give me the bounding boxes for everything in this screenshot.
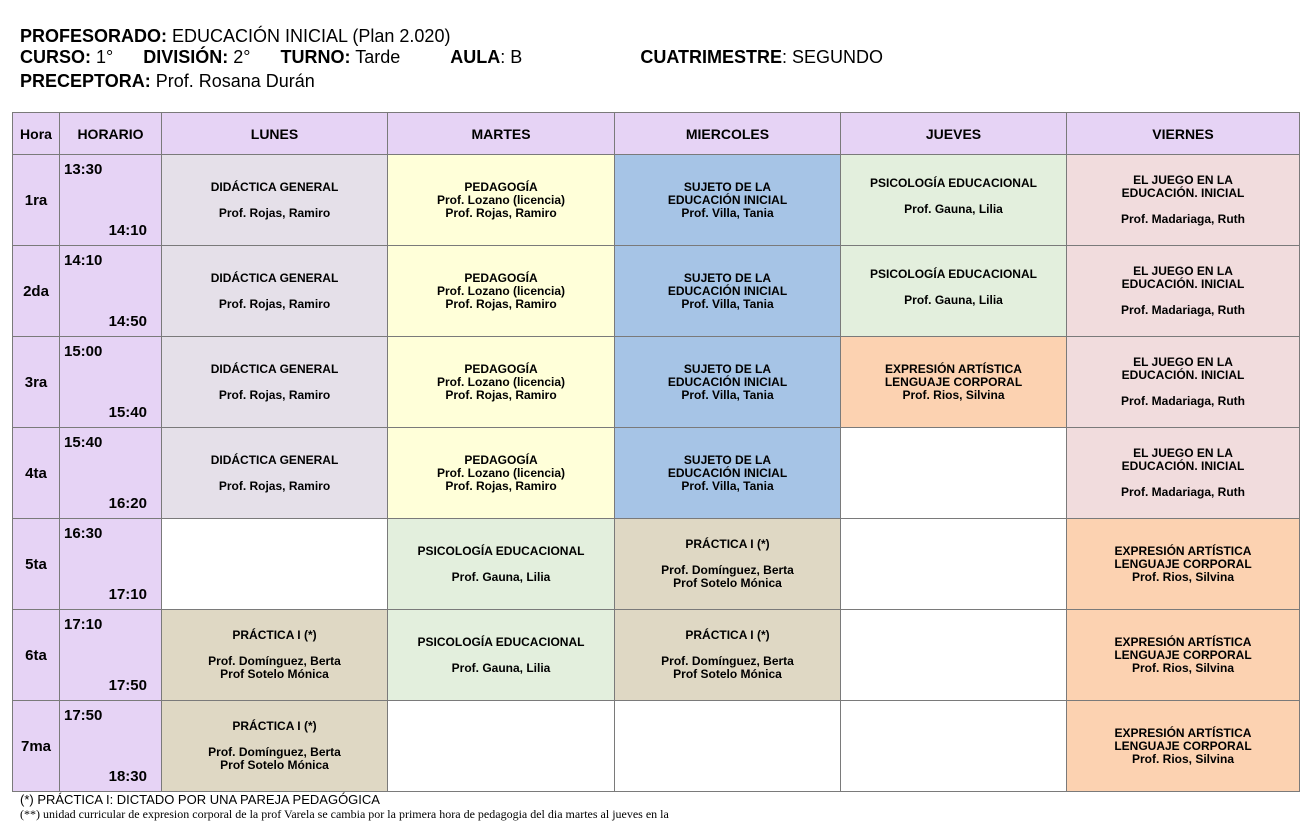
class-cell-didactica xyxy=(162,337,388,428)
horario-cell xyxy=(60,519,162,610)
class-cell-practica xyxy=(615,610,841,701)
col-header-hora: Hora xyxy=(13,113,60,155)
professor: Prof. Rojas, Ramiro xyxy=(218,296,331,311)
subject-title: EL JUEGO EN LA xyxy=(1133,355,1233,369)
class-cell-expresion xyxy=(841,337,1067,428)
class-cell-psicologia xyxy=(841,246,1067,337)
class-cell-practica xyxy=(615,519,841,610)
table-row xyxy=(13,246,1300,337)
subject-title: EXPRESIÓN ARTÍSTICA xyxy=(1114,725,1252,740)
cuatrimestre-value: : SEGUNDO xyxy=(782,47,884,67)
empty-cell xyxy=(841,610,1067,701)
curso-value: 1° xyxy=(96,47,114,67)
subject-title: EDUCACIÓN INICIAL xyxy=(667,283,788,298)
table-row xyxy=(13,519,1300,610)
class-cell-juego xyxy=(1067,337,1300,428)
start-time: 15:40 xyxy=(64,434,103,451)
col-header-lunes: LUNES xyxy=(162,113,388,155)
professor: Prof. Rojas, Ramiro xyxy=(218,205,331,220)
hora-cell: 6ta xyxy=(13,610,60,701)
empty-cell xyxy=(841,428,1067,519)
start-time: 15:00 xyxy=(64,343,103,360)
subject-title: EL JUEGO EN LA xyxy=(1133,446,1233,460)
class-cell-didactica xyxy=(162,428,388,519)
professor: Prof. Rojas, Ramiro xyxy=(218,387,331,402)
horario-cell xyxy=(60,337,162,428)
professor: Prof. Gauna, Lilia xyxy=(904,293,1003,307)
table-row xyxy=(13,155,1300,246)
subject-title: LENGUAJE CORPORAL xyxy=(884,374,1023,389)
subject-title: EL JUEGO EN LA xyxy=(1133,264,1233,278)
hora-cell: 7ma xyxy=(13,701,60,792)
class-cell-juego xyxy=(1067,428,1300,519)
subject-title: EDUCACIÓN INICIAL xyxy=(667,192,788,207)
start-time: 17:10 xyxy=(64,616,103,633)
subject-title: PRÁCTICA I (*) xyxy=(232,719,317,733)
professor: Prof. Madariaga, Ruth xyxy=(1120,394,1245,408)
class-cell-juego xyxy=(1067,155,1300,246)
class-cell-pedagogia xyxy=(388,246,615,337)
subject-title: EDUCACIÓN. INICIAL xyxy=(1121,459,1245,473)
class-cell-sujeto xyxy=(615,246,841,337)
empty-cell xyxy=(388,701,615,792)
professor: Prof. Villa, Tania xyxy=(681,205,774,220)
professor: Prof. Rios, Silvina xyxy=(902,387,1005,402)
subject-title: EXPRESIÓN ARTÍSTICA xyxy=(1114,543,1252,558)
professor: Prof. Lozano (licencia) xyxy=(436,283,565,298)
subject-title: EXPRESIÓN ARTÍSTICA xyxy=(1114,634,1252,649)
subject-title: LENGUAJE CORPORAL xyxy=(1114,647,1252,662)
subject-title: EDUCACIÓN. INICIAL xyxy=(1121,186,1245,200)
footnotes xyxy=(20,792,669,822)
subject-title: LENGUAJE CORPORAL xyxy=(1114,556,1252,571)
subject-title: EDUCACIÓN. INICIAL xyxy=(1121,277,1245,291)
professor: Prof. Rojas, Ramiro xyxy=(445,478,557,493)
subject-title: PEDAGOGÍA xyxy=(464,361,538,376)
subject-title: EXPRESIÓN ARTÍSTICA xyxy=(885,361,1022,376)
professor: Prof. Villa, Tania xyxy=(681,387,774,402)
professor: Prof. Rios, Silvina xyxy=(1131,751,1235,766)
professor: Prof. Rojas, Ramiro xyxy=(218,478,331,493)
class-cell-didactica xyxy=(162,246,388,337)
class-cell-psicologia xyxy=(388,610,615,701)
professor: Prof. Lozano (licencia) xyxy=(436,374,565,389)
horario-cell xyxy=(60,701,162,792)
hora-cell: 5ta xyxy=(13,519,60,610)
class-cell-expresion xyxy=(1067,519,1300,610)
class-cell-practica xyxy=(162,701,388,792)
subject-title: PRÁCTICA I (*) xyxy=(685,628,770,642)
table-row xyxy=(13,337,1300,428)
subject-title: PSICOLOGÍA EDUCACIONAL xyxy=(417,543,585,558)
cuatrimestre-label: CUATRIMESTRE xyxy=(640,47,783,67)
profesorado-label: PROFESORADO: xyxy=(20,26,168,46)
professor: Prof. Lozano (licencia) xyxy=(436,465,565,480)
class-cell-psicologia xyxy=(841,155,1067,246)
professor: Prof. Madariaga, Ruth xyxy=(1120,303,1245,317)
start-time: 13:30 xyxy=(64,161,103,178)
class-cell-juego xyxy=(1067,246,1300,337)
end-time: 15:40 xyxy=(108,404,147,421)
class-cell-pedagogia xyxy=(388,155,615,246)
course-info-line xyxy=(20,47,883,68)
professor: Prof Sotelo Mónica xyxy=(673,667,782,681)
class-cell-pedagogia xyxy=(388,428,615,519)
end-time: 14:10 xyxy=(108,222,147,239)
empty-cell xyxy=(841,701,1067,792)
subject-title: SUJETO DE LA xyxy=(683,270,772,285)
header-row xyxy=(13,113,1300,155)
subject-title: DIDÁCTICA GENERAL xyxy=(210,361,339,376)
professor: Prof. Madariaga, Ruth xyxy=(1120,485,1245,499)
turno-label: TURNO: xyxy=(280,47,351,67)
subject-title: PRÁCTICA I (*) xyxy=(685,537,770,551)
professor: Prof. Lozano (licencia) xyxy=(436,192,565,207)
class-cell-didactica xyxy=(162,155,388,246)
col-header-jueves: JUEVES xyxy=(841,113,1067,155)
professor: Prof. Madariaga, Ruth xyxy=(1120,212,1245,226)
subject-title: DIDÁCTICA GENERAL xyxy=(210,179,339,194)
subject-title: LENGUAJE CORPORAL xyxy=(1114,738,1252,753)
subject-title: SUJETO DE LA xyxy=(683,452,772,467)
subject-title: PSICOLOGÍA EDUCACIONAL xyxy=(870,176,1037,190)
empty-cell xyxy=(841,519,1067,610)
horario-cell xyxy=(60,428,162,519)
col-header-martes: MARTES xyxy=(388,113,615,155)
subject-title: SUJETO DE LA xyxy=(683,361,772,376)
subject-title: PEDAGOGÍA xyxy=(464,179,538,194)
end-time: 18:30 xyxy=(108,768,147,785)
end-time: 17:50 xyxy=(108,677,147,694)
class-cell-practica xyxy=(162,610,388,701)
schedule-header xyxy=(20,26,883,92)
start-time: 16:30 xyxy=(64,525,103,542)
end-time: 14:50 xyxy=(108,313,147,330)
professor: Prof. Domínguez, Berta xyxy=(661,654,794,668)
professor: Prof. Gauna, Lilia xyxy=(451,660,551,675)
professor: Prof. Domínguez, Berta xyxy=(661,563,794,577)
schedule-table xyxy=(12,112,1300,792)
subject-title: EDUCACIÓN INICIAL xyxy=(667,374,788,389)
preceptora-label: PRECEPTORA: xyxy=(20,71,151,91)
subject-title: PEDAGOGÍA xyxy=(464,270,538,285)
professor: Prof. Rojas, Ramiro xyxy=(445,296,557,311)
professor: Prof. Villa, Tania xyxy=(681,296,774,311)
class-cell-sujeto xyxy=(615,337,841,428)
end-time: 16:20 xyxy=(108,495,147,512)
horario-cell xyxy=(60,246,162,337)
subject-title: EL JUEGO EN LA xyxy=(1133,173,1233,187)
aula-value: : B xyxy=(500,47,523,67)
subject-title: PRÁCTICA I (*) xyxy=(232,628,317,642)
subject-title: PEDAGOGÍA xyxy=(464,452,538,467)
class-cell-pedagogia xyxy=(388,337,615,428)
horario-cell xyxy=(60,610,162,701)
professor: Prof. Gauna, Lilia xyxy=(451,569,551,584)
professor: Prof. Rios, Silvina xyxy=(1131,569,1235,584)
empty-cell xyxy=(615,701,841,792)
subject-title: DIDÁCTICA GENERAL xyxy=(210,452,339,467)
start-time: 14:10 xyxy=(64,252,103,269)
class-cell-sujeto xyxy=(615,155,841,246)
division-label: DIVISIÓN: xyxy=(143,47,229,67)
col-header-viernes: VIERNES xyxy=(1067,113,1300,155)
subject-title: PSICOLOGÍA EDUCACIONAL xyxy=(870,267,1037,281)
aula-label: AULA xyxy=(450,47,501,67)
division-value: 2° xyxy=(233,47,251,67)
table-row xyxy=(13,610,1300,701)
professor: Prof. Rios, Silvina xyxy=(1131,660,1235,675)
professor: Prof Sotelo Mónica xyxy=(673,576,782,590)
profesorado-value: EDUCACIÓN INICIAL (Plan 2.020) xyxy=(172,26,451,46)
horario-cell xyxy=(60,155,162,246)
professor: Prof Sotelo Mónica xyxy=(220,758,329,772)
class-cell-psicologia xyxy=(388,519,615,610)
empty-cell xyxy=(162,519,388,610)
turno-value: Tarde xyxy=(355,47,401,67)
preceptora-line xyxy=(20,71,883,92)
footnote-practica: (*) PRÁCTICA I: DICTADO POR UNA PAREJA PEDAGÓGICA xyxy=(20,792,380,807)
professor: Prof. Villa, Tania xyxy=(681,478,774,493)
subject-title: SUJETO DE LA xyxy=(683,179,772,194)
hora-cell: 3ra xyxy=(13,337,60,428)
class-cell-expresion xyxy=(1067,610,1300,701)
col-header-miercoles: MIERCOLES xyxy=(615,113,841,155)
table-row xyxy=(13,701,1300,792)
hora-cell: 4ta xyxy=(13,428,60,519)
table-row xyxy=(13,428,1300,519)
professor: Prof. Domínguez, Berta xyxy=(208,745,341,759)
hora-cell: 2da xyxy=(13,246,60,337)
subject-title: PSICOLOGÍA EDUCACIONAL xyxy=(417,634,585,649)
professor: Prof. Gauna, Lilia xyxy=(904,202,1003,216)
professor: Prof Sotelo Mónica xyxy=(220,667,329,681)
profesorado-line xyxy=(20,26,883,47)
subject-title: DIDÁCTICA GENERAL xyxy=(210,270,339,285)
footnote-expresion: (**) unidad curricular de expresion corporal de la prof Varela se cambia por la primera hora de pedagogia del dia martes al jueves en la xyxy=(20,807,669,821)
col-header-horario: HORARIO xyxy=(60,113,162,155)
professor: Prof. Rojas, Ramiro xyxy=(445,205,557,220)
hora-cell: 1ra xyxy=(13,155,60,246)
subject-title: EDUCACIÓN. INICIAL xyxy=(1121,368,1245,382)
start-time: 17:50 xyxy=(64,707,103,724)
subject-title: EDUCACIÓN INICIAL xyxy=(667,465,788,480)
class-cell-sujeto xyxy=(615,428,841,519)
curso-label: CURSO: xyxy=(20,47,91,67)
professor: Prof. Rojas, Ramiro xyxy=(445,387,557,402)
preceptora-value: Prof. Rosana Durán xyxy=(155,71,315,91)
professor: Prof. Domínguez, Berta xyxy=(208,654,341,668)
end-time: 17:10 xyxy=(108,586,147,603)
class-cell-expresion xyxy=(1067,701,1300,792)
